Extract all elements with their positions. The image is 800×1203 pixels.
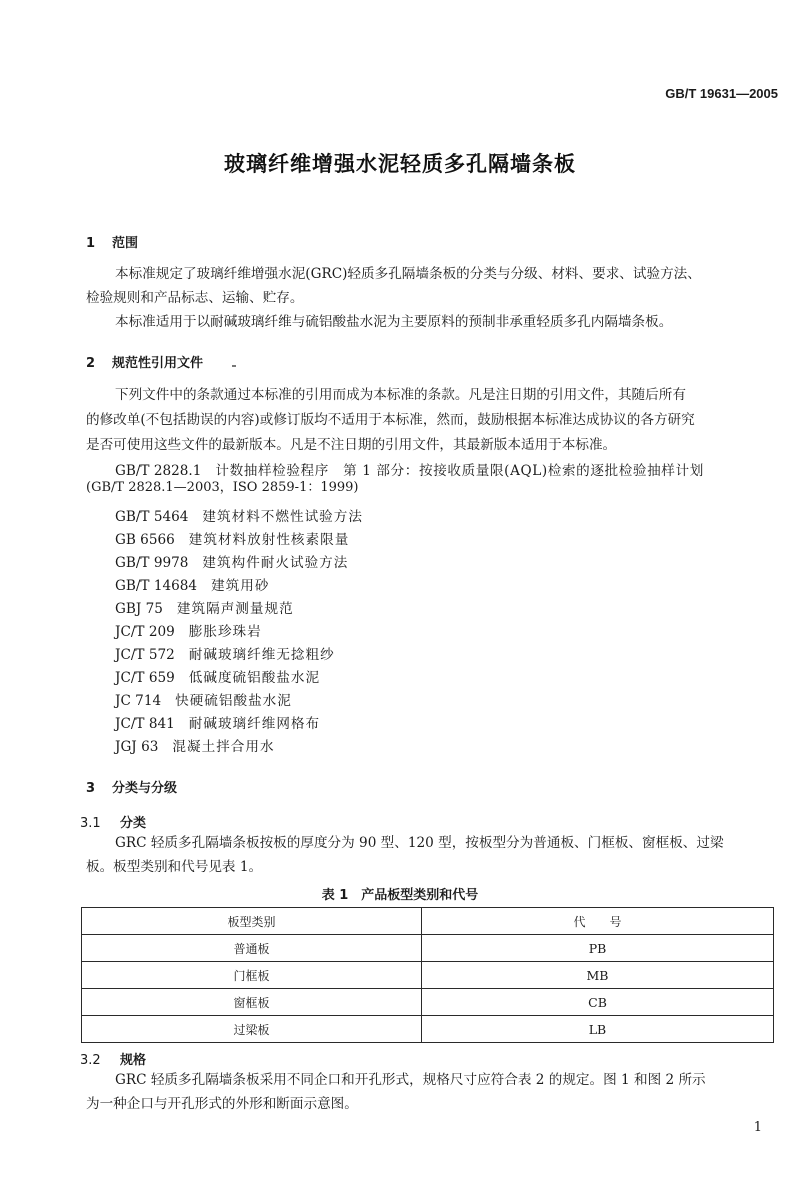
table-cell-code: MB — [422, 962, 774, 989]
reference-code: GBJ 75 — [115, 601, 163, 617]
paragraph-line: 为一种企口与开孔形式的外形和断面示意图。 — [86, 1096, 358, 1112]
reference-item — [115, 712, 320, 732]
document-title: 玻璃纤维增强水泥轻质多孔隔墙条板 — [224, 152, 576, 176]
subsection-number: 3.1 — [80, 816, 101, 831]
reference-code: JC/T 572 — [115, 647, 175, 663]
paragraph-line: 下列文件中的条款通过本标准的引用而成为本标准的条款。凡是注日期的引用文件，其随后所有 — [115, 387, 686, 403]
section-title: 分类与分级 — [112, 781, 178, 796]
table-row — [82, 935, 774, 962]
table-cell-code: LB — [422, 1016, 774, 1043]
reference-title: 建筑材料不燃性试验方法 — [202, 509, 363, 525]
section-number: 1 — [86, 236, 96, 251]
reference-title: 建筑材料放射性核素限量 — [188, 532, 350, 548]
reference-title: 建筑隔声测量规范 — [176, 601, 294, 617]
reference-title: 计数抽样检验程序 第 1 部分：按接收质量限(AQL)检索的逐批检验抽样计划 — [215, 463, 704, 479]
reference-code: JC 714 — [115, 693, 162, 709]
reference-code: JGJ 63 — [115, 739, 159, 755]
table-row — [82, 989, 774, 1016]
table-cell-code: CB — [422, 989, 774, 1016]
reference-title: 建筑构件耐火试验方法 — [202, 555, 349, 571]
table-cell-type: 普通板 — [82, 935, 422, 962]
standard-number: GB/T 19631—2005 — [665, 86, 778, 101]
subsection-3-1-heading — [80, 812, 146, 831]
reference-item — [115, 551, 348, 571]
section-title: 范围 — [112, 236, 139, 251]
reference-title: 快硬硫铝酸盐水泥 — [175, 693, 292, 709]
reference-code: GB/T 14684 — [115, 578, 198, 594]
table-header-cell: 代 号 — [422, 908, 774, 935]
table-cell-type: 过梁板 — [82, 1016, 422, 1043]
paragraph-line: 是否可使用这些文件的最新版本。凡是不注日期的引用文件，其最新版本适用于本标准。 — [86, 437, 617, 453]
reference-item — [115, 528, 349, 548]
reference-title: 建筑用砂 — [211, 578, 270, 594]
table-cell-type: 窗框板 — [82, 989, 422, 1016]
table-caption: 表 1 产品板型类别和代号 — [321, 888, 479, 903]
reference-code: JC/T 841 — [115, 716, 175, 732]
reference-title: 耐碱玻璃纤维无捻粗纱 — [188, 647, 335, 663]
table-header-cell: 板型类别 — [82, 908, 422, 935]
product-type-table — [81, 907, 774, 1043]
reference-title: 膨胀珍珠岩 — [188, 624, 262, 640]
paragraph-line: 本标准规定了玻璃纤维增强水泥(GRC)轻质多孔隔墙条板的分类与分级、材料、要求、试验方法、 — [115, 266, 701, 282]
reference-continuation: (GB/T 2828.1—2003，ISO 2859-1：1999) — [86, 480, 359, 495]
paragraph-line: 检验规则和产品标志、运输、贮存。 — [86, 290, 304, 306]
reference-item — [115, 689, 292, 709]
reference-code: GB/T 5464 — [115, 509, 189, 525]
reference-item — [115, 574, 269, 594]
reference-code: JC/T 659 — [115, 670, 175, 686]
section-2-heading — [86, 352, 203, 371]
paragraph-line: GRC 轻质多孔隔墙条板采用不同企口和开孔形式，规格尺寸应符合表 2 的规定。图 1 和图 2 所示 — [115, 1072, 706, 1088]
section-1-heading — [86, 232, 138, 251]
reference-code: JC/T 209 — [115, 624, 175, 640]
section-title: 规范性引用文件 — [112, 356, 204, 371]
paragraph-line: 本标准适用于以耐碱玻璃纤维与硫铝酸盐水泥为主要原料的预制非承重轻质多孔内隔墙条板。 — [115, 314, 673, 330]
reference-code: GB 6566 — [115, 532, 175, 548]
section-number: 3 — [86, 781, 96, 796]
reference-item — [115, 505, 363, 525]
paragraph-line: 板。板型类别和代号见表 1。 — [86, 859, 263, 875]
reference-title: 耐碱玻璃纤维网格布 — [188, 716, 321, 732]
paragraph-line: GRC 轻质多孔隔墙条板按板的厚度分为 90 型、120 型，按板型分为普通板、门框板、窗框板、过梁 — [115, 835, 724, 851]
paragraph-line: 的修改单(不包括勘误的内容)或修订版均不适用于本标准，然而，鼓励根据本标准达成协议的各方研究 — [86, 412, 695, 428]
reference-item — [115, 735, 275, 755]
reference-item — [115, 597, 294, 617]
reference-item — [115, 620, 262, 640]
subsection-title: 分类 — [120, 816, 147, 831]
table-cell-type: 门框板 — [82, 962, 422, 989]
reference-item — [115, 666, 320, 686]
reference-title: 低碱度硫铝酸盐水泥 — [188, 670, 321, 686]
reference-code: GB/T 9978 — [115, 555, 189, 571]
subsection-title: 规格 — [120, 1053, 147, 1068]
reference-item — [115, 643, 335, 663]
reference-code: GB/T 2828.1 — [115, 463, 202, 479]
table-cell-code: PB — [422, 935, 774, 962]
table-row — [82, 962, 774, 989]
page-number: 1 — [753, 1120, 762, 1135]
section-3-heading — [86, 777, 177, 796]
reference-title: 混凝土拌合用水 — [172, 739, 275, 755]
text-cursor-mark — [232, 365, 236, 367]
table-header-row — [82, 908, 774, 935]
subsection-3-2-heading — [80, 1049, 146, 1068]
table-row — [82, 1016, 774, 1043]
subsection-number: 3.2 — [80, 1053, 101, 1068]
section-number: 2 — [86, 356, 96, 371]
